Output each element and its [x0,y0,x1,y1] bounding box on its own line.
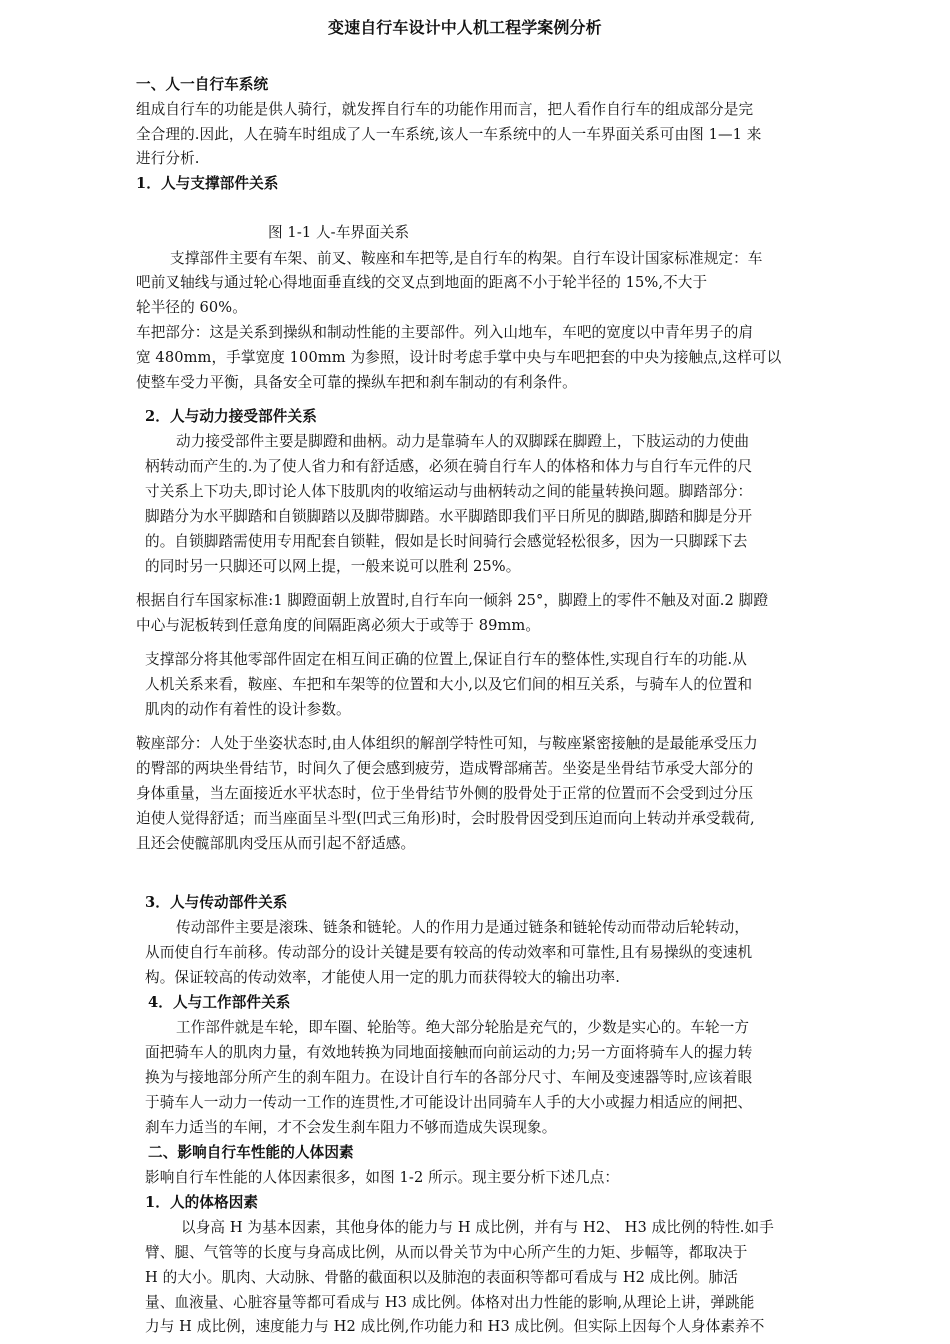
section-heading: 4．人与工作部件关系 [148,994,291,1011]
paragraph-line: 影响自行车性能的人体因素很多，如图 1-2 所示。现主要分析下述几点： [145,1169,620,1186]
paragraph-line: 支撑部分将其他零部件固定在相互间正确的位置上,保证自行车的整体性,实现自行车的功能.从 [145,651,747,668]
paragraph-line: 支撑部件主要有车架、前叉、鞍座和车把等,是自行车的构架。自行车设计国家标准规定：车 [170,250,763,267]
paragraph-line: 吧前叉轴线与通过轮心得地面垂直线的交叉点到地面的距离不小于轮半径的 15%,不大于 [136,274,708,291]
paragraph-line: 柄转动而产生的.为了使人省力和有舒适感，必须在骑自行车人的体格和体力与自行车元件的尺 [145,458,753,475]
paragraph-line: 传动部件主要是滚珠、链条和链轮。人的作用力是通过链条和链轮传动而带动后轮转动， [176,919,750,936]
paragraph-line: 身体重量，当左面接近水平状态时，位于坐骨结节外侧的股骨处于正常的位置而不会受到过分压 [136,785,754,802]
paragraph-line: 刹车力适当的车闸，才不会发生刹车阻力不够而造成失误现象。 [145,1119,557,1136]
paragraph-line: 迫使人觉得舒适；而当座面呈斗型(凹式三角形)时，会时股骨因受到压迫而向上转动并承受载荷, [136,810,755,827]
paragraph-line: 寸关系上下功夫,即讨论人体下肢肌肉的收缩运动与曲柄转动之间的能量转换问题。脚踏部分： [145,483,753,500]
paragraph-line: 以身高 H 为基本因素，其他身体的能力与 H 成比例，并有与 H2、 H3 成比例的特性.如手 [181,1219,774,1236]
section-heading: 一、人一自行车系统 [136,76,269,93]
paragraph-line: 工作部件就是车轮，即车圈、轮胎等。绝大部分轮胎是充气的，少数是实心的。车轮一方 [176,1019,750,1036]
paragraph-line: 组成自行车的功能是供人骑行，就发挥自行车的功能作用而言，把人看作自行车的组成部分是完 [136,101,754,118]
paragraph-line: 从而使自行车前移。传动部分的设计关键是要有较高的传动效率和可靠性,且有易操纵的变速机 [145,944,753,961]
paragraph-line: 人机关系来看，鞍座、车把和车架等的位置和大小,以及它们间的相互关系，与骑车人的位置和 [145,676,753,693]
paragraph-line: 进行分析. [136,150,200,167]
paragraph-line: 换为与接地部分所产生的刹车阻力。在设计自行车的各部分尺寸、车闸及变速器等时,应该着眼 [145,1069,753,1086]
paragraph-line: 量、血液量、心脏容量等都可看成与 H3 成比例。体格对出力性能的影响,从理论上讲，弹跳能 [145,1294,755,1311]
paragraph-line: 根据自行车国家标准:1 脚蹬面朝上放置时,自行车向一倾斜 25°，脚蹬上的零件不触及对面.2 脚蹬 [136,592,769,609]
paragraph-line: 鞍座部分：人处于坐姿状态时,由人体组织的解剖学特性可知，与鞍座紧密接触的是最能承受压力 [136,735,758,752]
paragraph-line: 动力接受部件主要是脚蹬和曲柄。动力是靠骑车人的双脚踩在脚蹬上，下肢运动的力使曲 [176,433,750,450]
paragraph-line: H 的大小。肌肉、大动脉、骨骼的截面积以及肺泡的表面积等都可看成与 H2 成比例。肺活 [145,1269,738,1286]
paragraph-line: 的。自锁脚踏需使用专用配套自锁鞋，假如是长时间骑行会感觉轻松很多，因为一只脚踩下去 [145,533,748,550]
paragraph-line: 中心与泥板转到任意角度的间隔距离必须大于或等于 89mm。 [136,617,541,634]
section-heading: 1．人与支撑部件关系 [136,175,279,192]
paragraph-line: 全合理的.因此，人在骑车时组成了人一车系统,该人一车系统中的人一车界面关系可由图 1—1 来 [136,126,762,143]
section-heading: 3．人与传动部件关系 [145,894,288,911]
section-heading: 二、影响自行车性能的人体因素 [148,1144,354,1161]
paragraph-line: 臂、腿、气管等的长度与身高成比例，从而以骨关节为中心所产生的力矩、步幅等，都取决于 [145,1244,748,1261]
paragraph-line: 且还会使髋部肌肉受压从而引起不舒适感。 [136,835,416,852]
section-heading: 2．人与动力接受部件关系 [145,408,317,425]
paragraph-line: 轮半径的 60%。 [136,299,247,316]
paragraph-line: 构。保证较高的传动效率，才能使人用一定的肌力而获得较大的输出功率. [145,969,620,986]
paragraph-line: 车把部分：这是关系到操纵和制动性能的主要部件。列入山地车，车吧的宽度以中青年男子的肩 [136,324,754,341]
paragraph-line: 宽 480mm，手掌宽度 100mm 为参照，设计时考虑手掌中央与车吧把套的中央为接触点,这样可以 [136,349,782,366]
paragraph-line: 的臀部的两块坐骨结节，时间久了便会感到疲劳，造成臀部痛苦。坐姿是坐骨结节承受大部分的 [136,760,754,777]
paragraph-line: 的同时另一只脚还可以网上提，一般来说可以胜利 25%。 [145,558,521,575]
paragraph-line: 图 1-1 人-车界面关系 [268,224,410,241]
paragraph-line: 使整车受力平衡，具备安全可靠的操纵车把和刹车制动的有利条件。 [136,374,577,391]
paragraph-line: 面把骑车人的肌肉力量，有效地转换为同地面接触而向前运动的力;另一方面将骑车人的握力转 [145,1044,753,1061]
paragraph-line: 于骑车人一动力一传动一工作的连贯性,才可能设计出同骑车人手的大小或握力相适应的闸把、 [145,1094,753,1111]
page-title: 变速自行车设计中人机工程学案例分析 [328,18,602,37]
paragraph-line: 力与 H 成比例，速度能力与 H2 成比例,作功能力和 H3 成比例。但实际上因每个人身体素养不 [145,1318,765,1335]
paragraph-line: 肌肉的动作有着性的设计参数。 [145,701,351,718]
paragraph-line: 脚踏分为水平脚踏和自锁脚踏以及脚带脚踏。水平脚踏即我们平日所见的脚踏,脚踏和脚是分开 [145,508,753,525]
section-heading: 1．人的体格因素 [145,1194,259,1211]
